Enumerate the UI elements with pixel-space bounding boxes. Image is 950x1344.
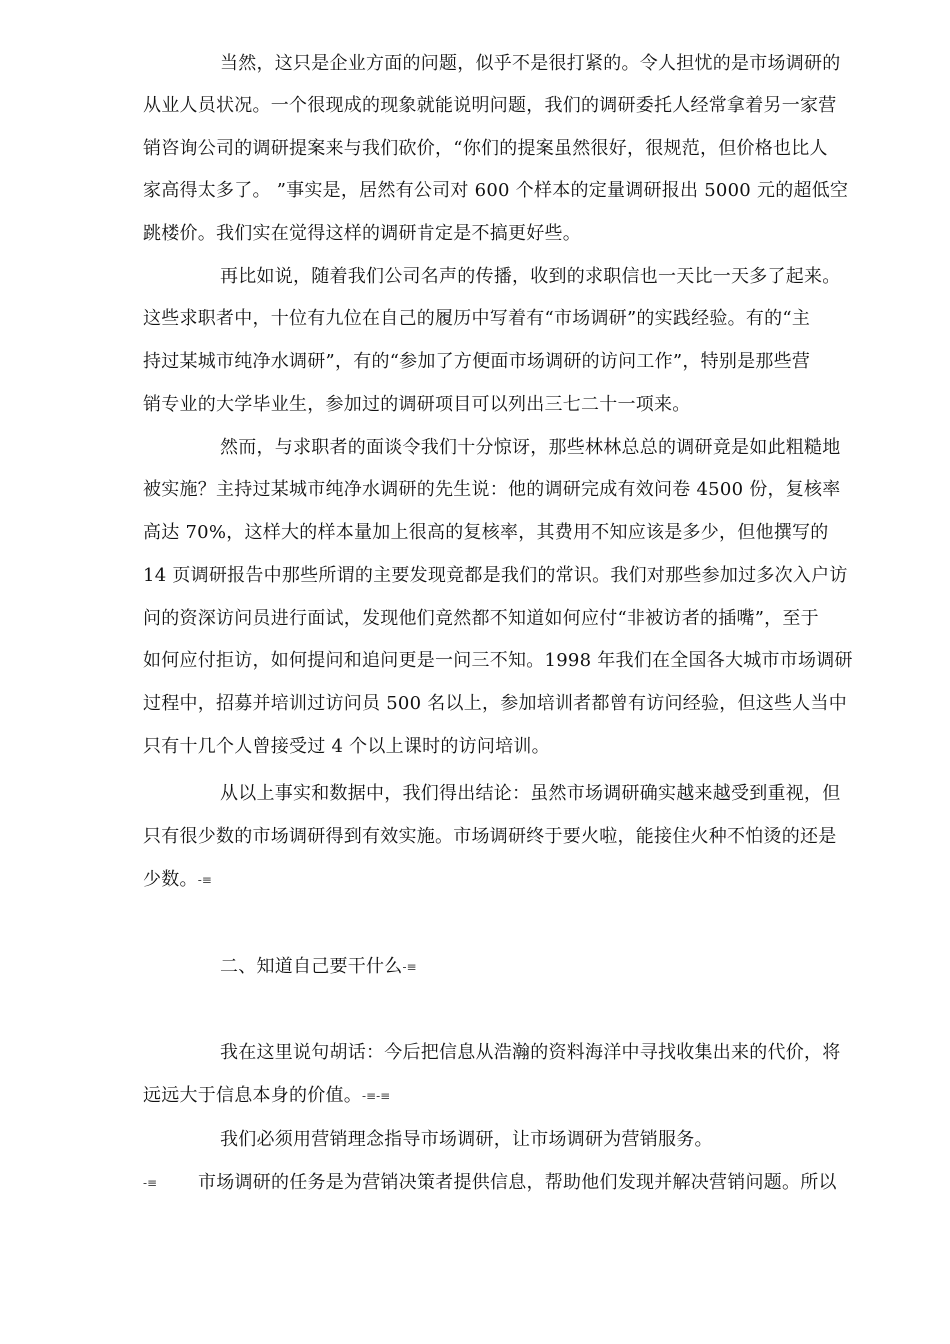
paragraph-6: 我们必须用营销理念指导市场调研，让市场调研为营销服务。: [220, 1129, 713, 1150]
paragraph-mark: -≡: [402, 960, 417, 974]
paragraph-1-line-3: 销咨询公司的调研提案来与我们砍价，“你们的提案虽然很好，很规范，但价格也比人: [143, 138, 828, 159]
paragraph-2-line-4: 销专业的大学毕业生，参加过的调研项目可以列出三七二十一项来。: [143, 394, 691, 415]
paragraph-2-line-3: 持过某城市纯净水调研”，有的“参加了方便面市场调研的访问工作”，特别是那些营: [143, 351, 811, 372]
paragraph-4-line-2: 只有很少数的市场调研得到有效实施。市场调研终于要火啦，能接住火种不怕烫的还是: [143, 826, 837, 847]
paragraph-2-line-2: 这些求职者中，十位有九位在自己的履历中写着有“市场调研”的实践经验。有的“主: [143, 308, 811, 329]
paragraph-2-line-1: 再比如说，随着我们公司名声的传播，收到的求职信也一天比一天多了起来。: [220, 266, 841, 287]
paragraph-3-line-6: 如何应付拒访，如何提问和追问更是一问三不知。1998 年我们在全国各大城市市场调研: [143, 650, 853, 671]
paragraph-mark: -≡-≡: [362, 1089, 391, 1103]
paragraph-3-line-4: 14 页调研报告中那些所谓的主要发现竟都是我们的常识。我们对那些参加过多次入户访: [143, 565, 848, 586]
paragraph-5-line-1: 我在这里说句胡话：今后把信息从浩瀚的资料海洋中寻找收集出来的代价，将: [220, 1042, 841, 1063]
paragraph-7-line-1: 市场调研的任务是为营销决策者提供信息，帮助他们发现并解决营销问题。所以: [198, 1172, 837, 1193]
paragraph-4-line-3: [143, 868, 873, 892]
paragraph-3-line-2: 被实施？主持过某城市纯净水调研的先生说：他的调研完成有效问卷 4500 份，复核率: [143, 479, 841, 500]
section-heading-text: 二、知道自己要干什么: [220, 956, 403, 977]
section-heading: [220, 955, 950, 979]
paragraph-5-line-2: [143, 1084, 873, 1108]
paragraph-3-line-3: 高达 70%，这样大的样本量加上很高的复核率，其费用不知应该是多少，但他撰写的: [143, 522, 829, 543]
paragraph-1-line-2: 从业人员状况。一个很现成的现象就能说明问题，我们的调研委托人经常拿着另一家营: [143, 95, 837, 116]
paragraph-5-line-2-text: 远远大于信息本身的价值。: [143, 1085, 362, 1106]
paragraph-1-line-1: 当然，这只是企业方面的问题，似乎不是很打紧的。令人担忧的是市场调研的: [220, 53, 841, 74]
paragraph-3-line-7: 过程中，招募并培训过访问员 500 名以上，参加培训者都曾有访问经验，但这些人当中: [143, 693, 848, 714]
paragraph-4-line-3-text: 少数。: [143, 869, 198, 890]
paragraph-3-line-1: 然而，与求职者的面谈令我们十分惊讶，那些林林总总的调研竟是如此粗糙地: [220, 437, 841, 458]
paragraph-4-line-1: 从以上事实和数据中，我们得出结论：虽然市场调研确实越来越受到重视，但: [220, 783, 841, 804]
paragraph-1-line-4: 家高得太多了。 ”事实是，居然有公司对 600 个样本的定量调研报出 5000 元的超低空: [143, 180, 849, 201]
paragraph-mark: -≡: [143, 1176, 158, 1190]
paragraph-mark: -≡: [197, 873, 212, 887]
paragraph-1-line-5: 跳楼价。我们实在觉得这样的调研肯定是不搞更好些。: [143, 223, 581, 244]
paragraph-3-line-8: 只有十几个人曾接受过 4 个以上课时的访问培训。: [143, 736, 550, 757]
paragraph-3-line-5: 问的资深访问员进行面试，发现他们竟然都不知道如何应付“非被访者的插嘴”，至于: [143, 608, 819, 629]
